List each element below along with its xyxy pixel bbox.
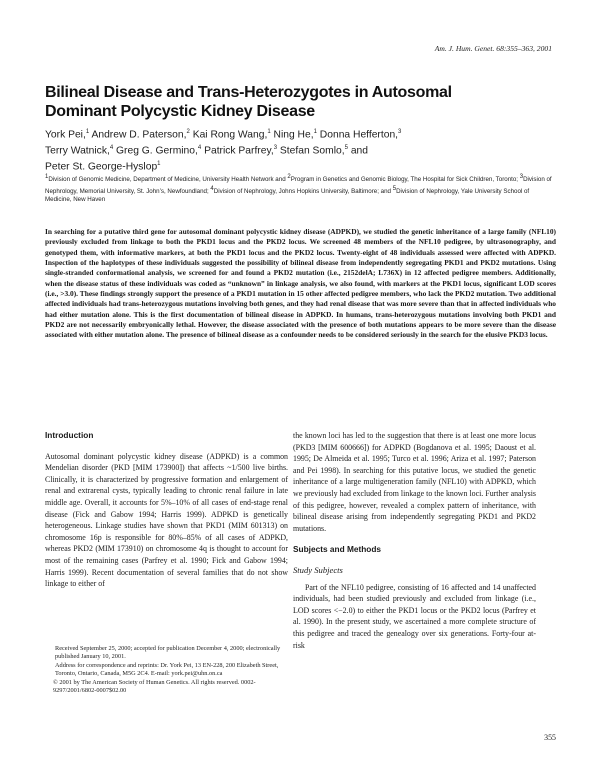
- right-column: [293, 430, 536, 651]
- author-name: Stefan Somlo,: [277, 145, 345, 157]
- affil-marker: 4: [197, 145, 202, 152]
- author-name: Greg G. Germino,: [113, 145, 198, 157]
- study-subjects-subheading: Study Subjects: [293, 564, 343, 575]
- affiliation-text: Division of Nephrology, Yale University School of Medicine, New Haven: [45, 187, 530, 204]
- introduction-continued-paragraph: the known loci has led to the suggestion that there is at least one more locus (PKD3 [MIM 600666]) for ADPKD (Bogdanova et al. 1995; Daoust et al. 1995; De Almeida et al. 1995; Turco et al. 1996; Ariza et al. 1997; Paterson and Pei 1998). In searching for this putative locus, we studied the genetic inheritance of a large multigeneration family (NFL10) with ADPKD, which we previously had excluded from linkage to the known loci. Further analysis of this pedigree, however, revealed a complex pattern of inheritance, with bilineal disease arising from independently segregating PKD1 and PKD2 mutations.: [293, 431, 536, 533]
- author-list: [45, 126, 535, 174]
- abstract: In searching for a putative third gene for autosomal dominant polycystic kidney disease (ADPKD), we studied the genetic inheritance of a large family (NFL10) previously excluded from linkage to both the PKD1 locus and the PKD2 locus. We screened 48 members of the NFL10 pedigree, by ultrasonography, and genotyped them, with informative markers, at both the PKD1 locus and the PKD2 locus. Twenty-eight of 48 individuals assessed were affected with ADPKD. Inspection of the haplotypes of these individuals suggested the possibility of bilineal disease from independently segregating PKD1 and PKD2 mutations. Using single-stranded conformational analysis, we screened for and found a PKD2 mutation (i.e., 2152delA; L736X) in 12 affected pedigree members. Additionally, when the disease status of these individuals was coded as “unknown” in linkage analysis, we also found, with markers at the PKD1 locus, significant LOD scores (i.e., >3.0). These findings strongly support the presence of a PKD1 mutation in 15 other affected pedigree members, who lack the PKD2 mutation. Two additional affected individuals had trans-heterozygous mutations involving both genes, and they had renal disease that was more severe than that in affected individuals who had either mutation alone. This is the first documentation of bilineal disease in ADPKD. In humans, trans-heterozygous mutations involving both PKD1 and PKD2 are not necessarily embryonically lethal. However, the disease associated with the presence of both mutations appears to be more severe than the disease associated with either mutation alone. The presence of bilineal disease as a confounder needs to be considered seriously in the search for the elusive PKD3 locus.: [45, 227, 556, 340]
- affil-marker: 1: [267, 129, 271, 135]
- author-name: York Pei,: [45, 129, 86, 141]
- affiliation-text: Division of Nephrology, Johns Hopkins University, Baltimore; and: [213, 187, 393, 195]
- affiliation-text: Division of Genomic Medicine, Department of Medicine, University Health Network and: [48, 176, 288, 184]
- affil-marker: 1: [45, 174, 49, 180]
- author-conjunction: and: [347, 145, 368, 157]
- introduction-heading: Introduction: [45, 430, 94, 440]
- affiliation-text: Program in Genetics and Genomic Biology, The Hospital for Sick Children, Toronto;: [290, 176, 520, 184]
- author-name: Patrick Parfrey,: [201, 145, 274, 157]
- article-title: Bilineal Disease and Trans-Heterozygotes in Autosomal Dominant Polycystic Kidney Disease: [45, 84, 452, 120]
- affil-marker: 1: [313, 129, 317, 135]
- affiliation-text: Division of Nephrology, Memorial University, St. John’s, Newfoundland;: [45, 176, 552, 195]
- footnote-copyright: © 2001 by The American Society of Human Genetics. All rights reserved. 0002-9297/2001/6802-0007$02.00: [53, 678, 256, 695]
- affil-marker: 3: [519, 174, 524, 180]
- affil-marker: 3: [398, 129, 402, 135]
- affil-marker: 5: [392, 185, 397, 192]
- affil-marker: 5: [344, 145, 348, 152]
- introduction-paragraph: Autosomal dominant polycystic kidney disease (ADPKD) is a common Mendelian disorder (PKD [MIM 173900]) that affects ~1/500 live births. Clinically, it is characterized by progressive formation and enlargement of renal and extrarenal cysts, typically leading to chronic renal failure in late middle age. Overall, it accounts for 5%–10% of all cases of end-stage renal disease (Fick and Gabow 1994; Harris 1999). ADPKD is genetically heterogeneous. Linkage studies have shown that PKD1 (MIM 601313) on chromosome 16p is responsible for 80%–85% of all cases of ADPKD, whereas PKD2 (MIM 173910) on chromosome 4q is thought to account for most of the remaining cases (Parfrey et al. 1990; Fick and Gabow 1994; Harris 1999). Recent documentation of several families that do not show linkage to either of: [45, 451, 288, 589]
- author-name: Kai Rong Wang,: [189, 129, 268, 141]
- author-name: Donna Hefferton,: [316, 129, 399, 141]
- affil-marker: 1: [85, 129, 90, 135]
- affil-marker: 1: [157, 161, 161, 168]
- affil-marker: 3: [273, 145, 278, 152]
- author-name: Ning He,: [270, 129, 314, 141]
- study-subjects-paragraph: Part of the NFL10 pedigree, consisting of 16 affected and 14 unaffected individuals, had been studied previously and excluded from linkage (i.e., LOD scores <−2.0) to either the PKD1 locus or the PKD2 locus (Parfrey et al. 1990). In the present study, we ascertained a more complete structure of this pedigree and traced the genealogy over six generations. Forty-four at-risk: [293, 582, 536, 650]
- page-number: 355: [544, 733, 556, 742]
- affil-marker: 2: [186, 129, 190, 135]
- affil-marker: 4: [109, 145, 114, 152]
- author-name: Andrew D. Paterson,: [89, 129, 187, 141]
- footnote-correspondence: Address for correspondence and reprints: Dr. York Pei, 13 EN-228, 200 Elizabeth Street, Toronto, Ontario, Canada, M5G 2C4. E-mail: york.pei@uhn.on.ca: [55, 661, 279, 678]
- author-name: Peter St. George-Hyslop: [45, 161, 158, 173]
- left-column: [45, 430, 288, 590]
- author-name: Terry Watnick,: [45, 145, 110, 157]
- affiliations: [45, 173, 555, 205]
- running-head: Am. J. Hum. Genet. 68:355–363, 2001: [434, 44, 552, 53]
- affil-marker: 2: [287, 174, 291, 180]
- footnote: [55, 645, 287, 695]
- affil-marker: 4: [210, 185, 214, 192]
- footnote-received: Received September 25, 2000; accepted for publication December 4, 2000; electronically published January 10, 2001.: [55, 645, 281, 661]
- methods-heading: Subjects and Methods: [293, 544, 382, 555]
